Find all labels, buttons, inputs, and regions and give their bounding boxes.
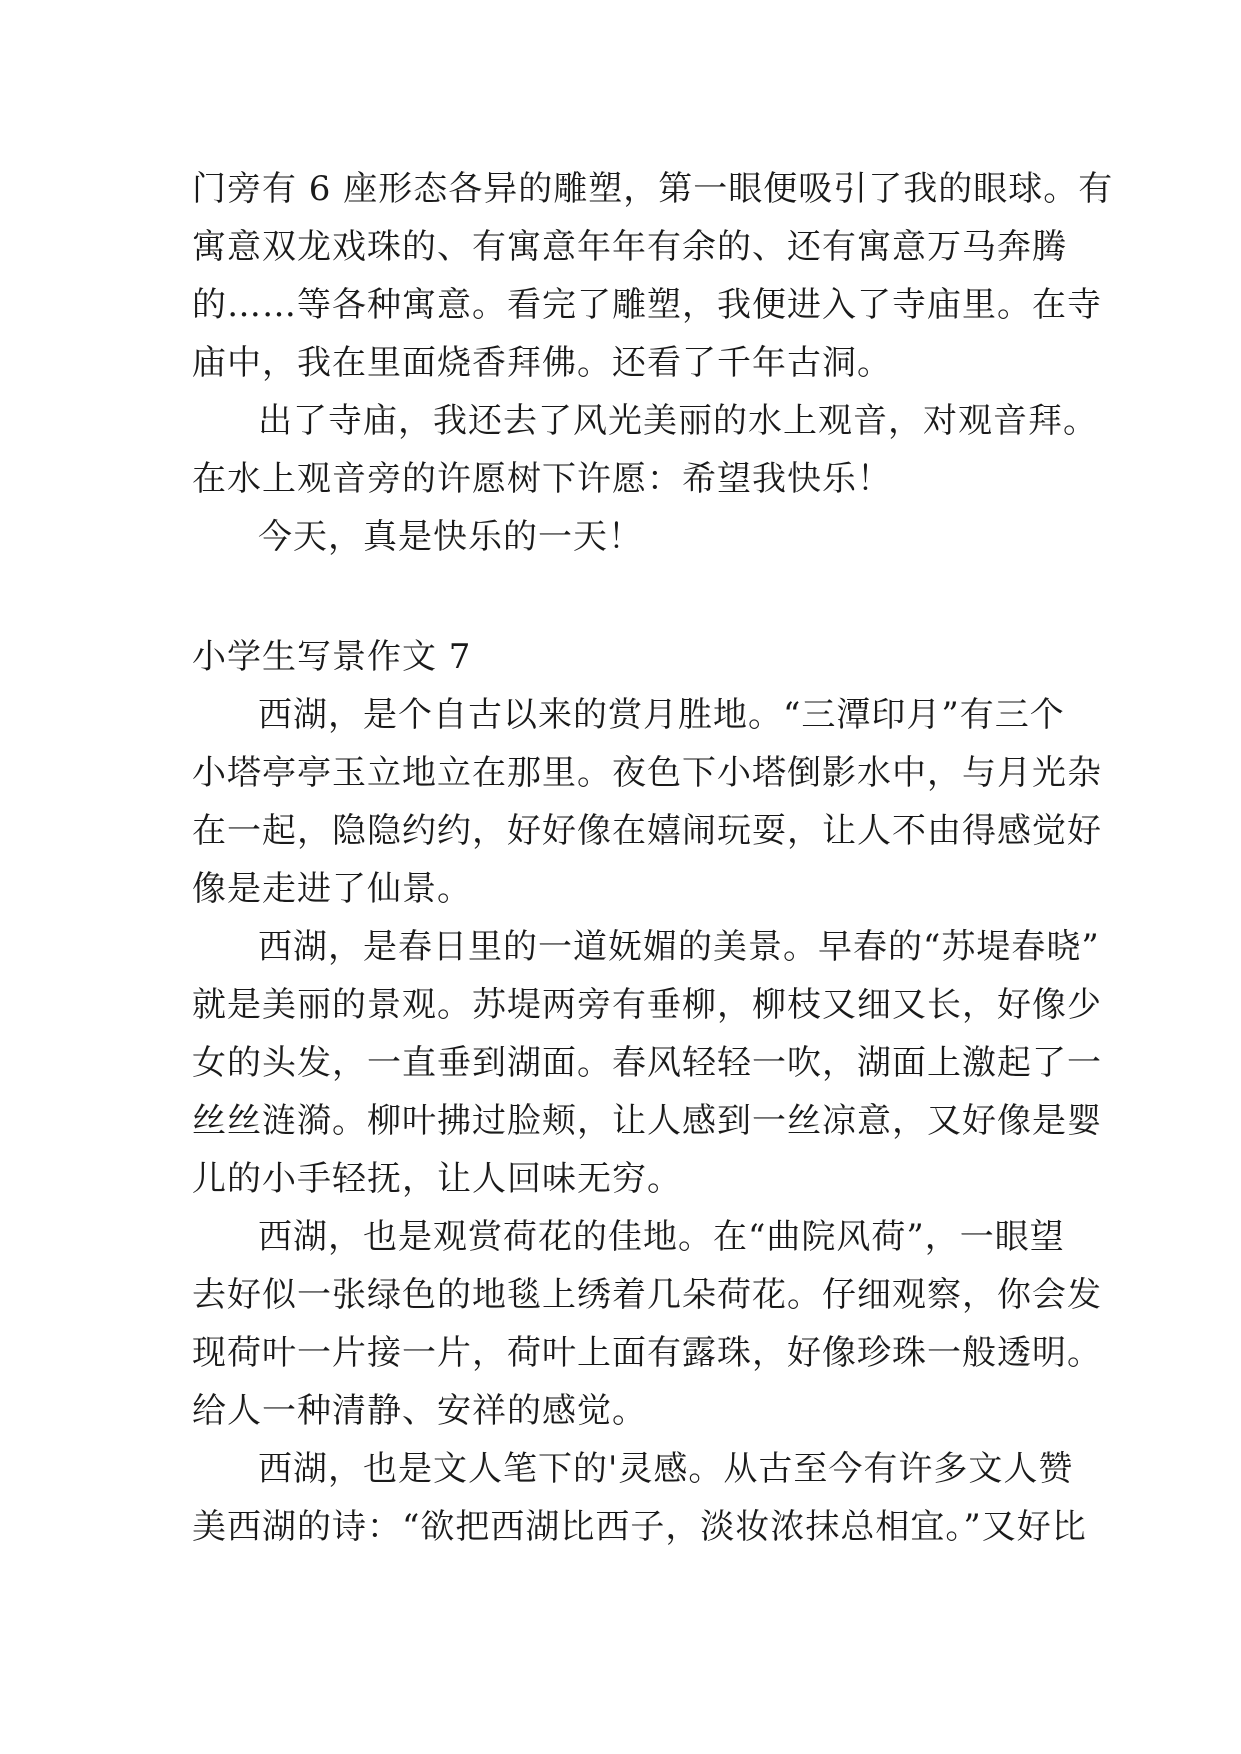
- section-spacer: [192, 566, 1072, 628]
- text-line: 去好似一张绿色的地毯上绣着几朵荷花。仔细观察，你会发: [192, 1275, 1102, 1315]
- text-line: 庙中，我在里面烧香拜佛。还看了千年古洞。: [192, 343, 892, 383]
- text-line: 女的头发，一直垂到湖面。春风轻轻一吹，湖面上激起了一: [192, 1043, 1102, 1083]
- text-line: 美西湖的诗：“欲把西湖比西子，淡妆浓抹总相宜。”又好比: [192, 1507, 1087, 1547]
- document-body: [192, 160, 1114, 1556]
- text-line: 在水上观音旁的许愿树下许愿：希望我快乐！: [192, 459, 892, 499]
- paragraph: [192, 1440, 1087, 1556]
- paragraph: [192, 918, 1102, 1208]
- text-line: 像是走进了仙景。: [192, 869, 472, 909]
- text-line: 就是美丽的景观。苏堤两旁有垂柳，柳枝又细又长，好像少: [192, 985, 1102, 1025]
- text-line: 西湖，也是观赏荷花的佳地。在“曲院风荷”，一眼望: [258, 1217, 1065, 1257]
- paragraph: [192, 1208, 1102, 1440]
- text-line: 西湖，也是文人笔下的'灵感。从古至今有许多文人赞: [258, 1449, 1074, 1489]
- text-line: 的……等各种寓意。看完了雕塑，我便进入了寺庙里。在寺: [192, 285, 1102, 325]
- text-line: 今天，真是快乐的一天！: [258, 517, 643, 557]
- text-line: 在一起，隐隐约约，好好像在嬉闹玩耍，让人不由得感觉好: [192, 811, 1102, 851]
- paragraph: [192, 160, 1114, 392]
- text-line: 西湖，是个自古以来的赏月胜地。“三潭印月”有三个: [258, 695, 1065, 735]
- text-line: 丝丝涟漪。柳叶拂过脸颊，让人感到一丝凉意，又好像是婴: [192, 1101, 1102, 1141]
- paragraph: [192, 686, 1102, 918]
- text-line: 西湖，是春日里的一道妩媚的美景。早春的“苏堤春晓”: [258, 927, 1100, 967]
- text-line: 给人一种清静、安祥的感觉。: [192, 1391, 647, 1431]
- text-line: 现荷叶一片接一片，荷叶上面有露珠，好像珍珠一般透明。: [192, 1333, 1102, 1373]
- text-line: 出了寺庙，我还去了风光美丽的水上观音，对观音拜。: [258, 401, 1098, 441]
- text-line: 小塔亭亭玉立地立在那里。夜色下小塔倒影水中，与月光杂: [192, 753, 1102, 793]
- section-title: 小学生写景作文 7: [192, 637, 472, 677]
- text-line: 儿的小手轻抚，让人回味无穷。: [192, 1159, 682, 1199]
- text-line: 寓意双龙戏珠的、有寓意年年有余的、还有寓意万马奔腾: [192, 227, 1067, 267]
- paragraph: [192, 508, 1072, 566]
- text-line: 门旁有 6 座形态各异的雕塑，第一眼便吸引了我的眼球。有: [192, 169, 1114, 209]
- paragraph: [192, 392, 1098, 508]
